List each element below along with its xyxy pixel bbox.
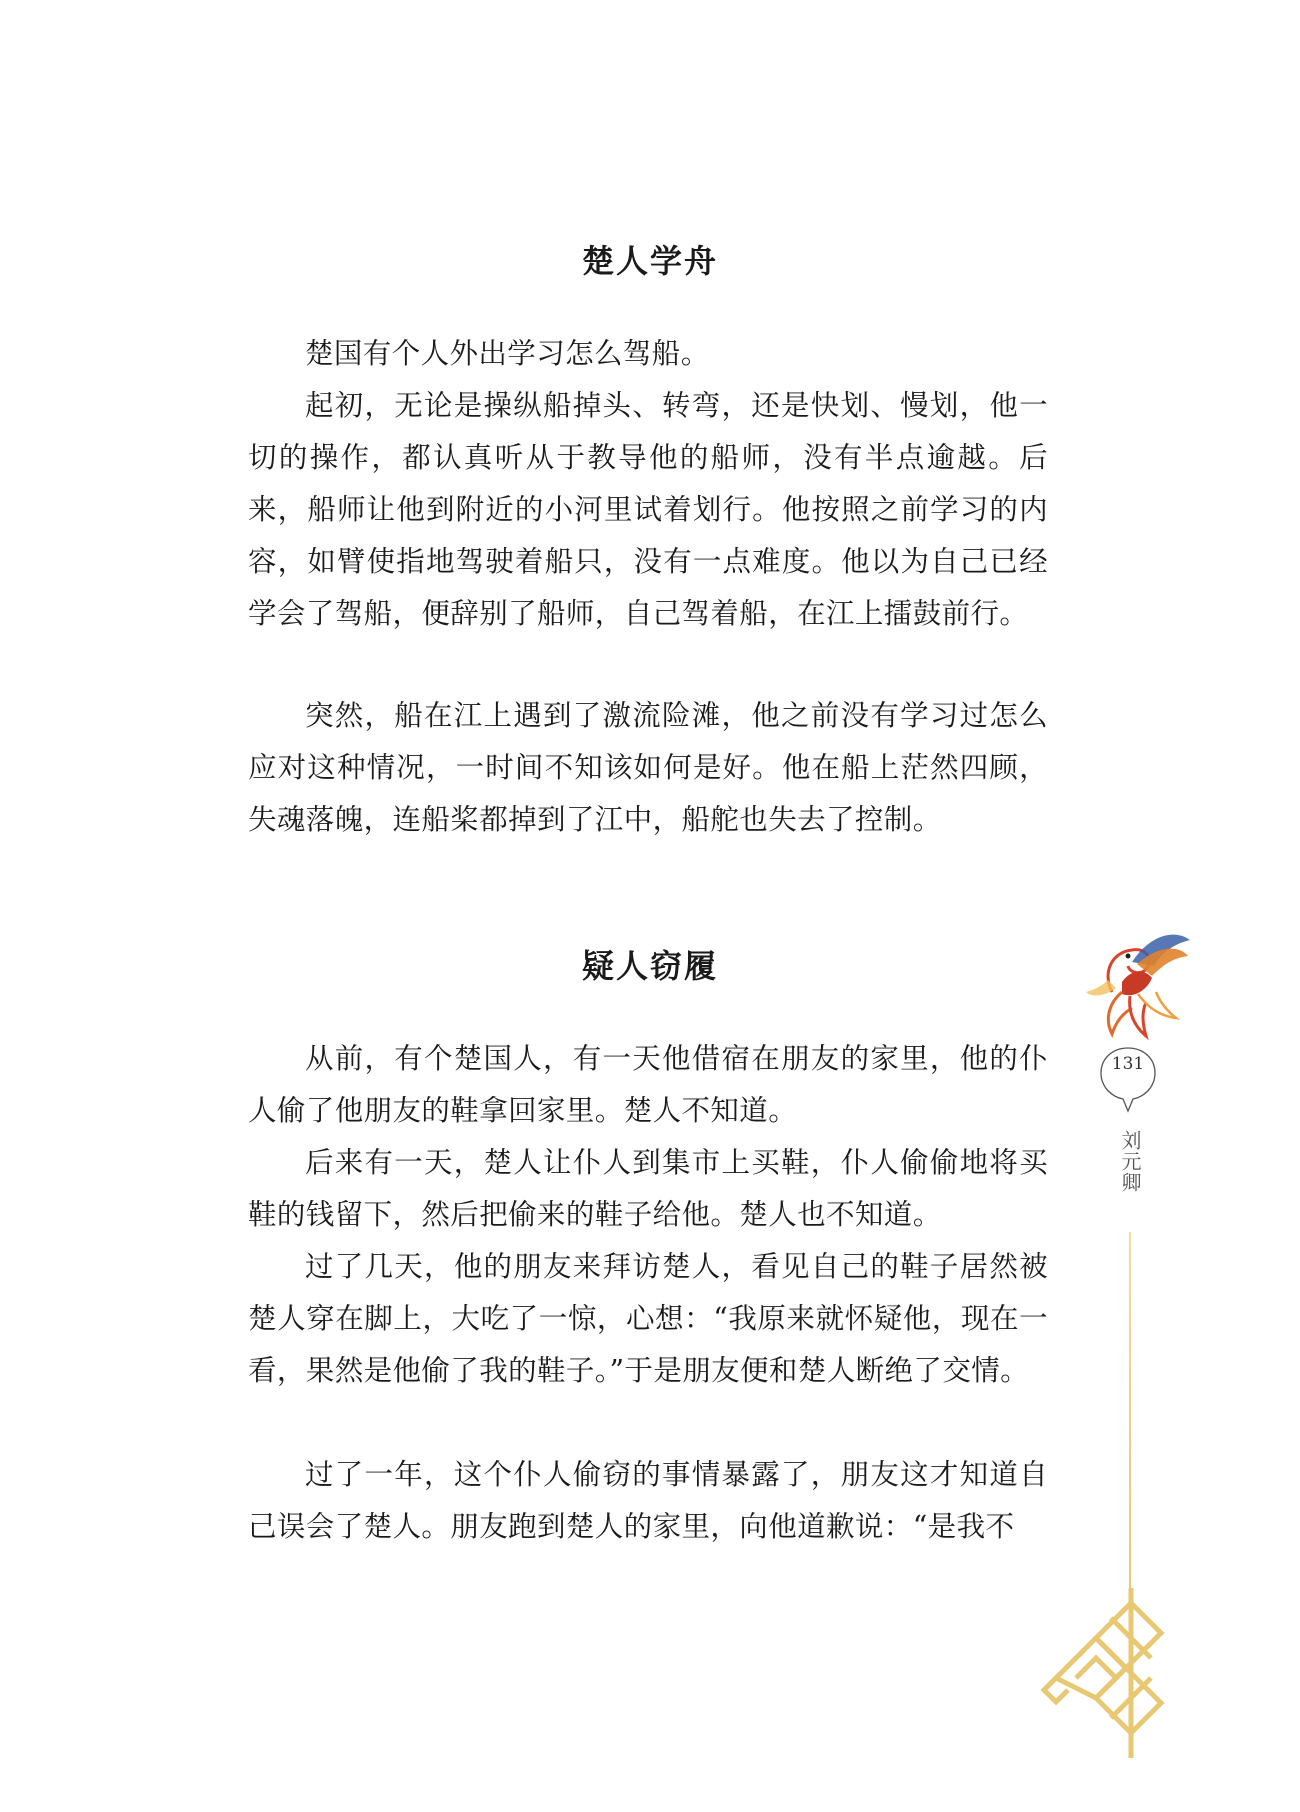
- paragraph: 过了一年，这个仆人偷窃的事情暴露了，朋友这才知道自己误会了楚人。朋友跑到楚人的家里，向他道歉说：“是我不: [248, 1458, 1048, 1543]
- knot-ornament-icon: [1036, 1578, 1166, 1768]
- phoenix-icon: [1082, 922, 1192, 1044]
- section-title-2: 疑人窃履: [581, 947, 718, 985]
- paragraph: 从前，有个楚国人，有一天他借宿在朋友的家里，他的仆人偷了他朋友的鞋拿回家里。楚人不知道。: [248, 1042, 1048, 1127]
- margin-divider: [1129, 1232, 1131, 1592]
- page-number: 131: [1111, 1054, 1145, 1074]
- author-name: 刘元卿: [1118, 1130, 1142, 1193]
- paragraph: 起初，无论是操纵船掉头、转弯，还是快划、慢划，他一切的操作，都认真听从于教导他的船师，没有半点逾越。后来，船师让他到附近的小河里试着划行。他按照之前学习的内容，如臂使指地驾驶着船只，没有一点难度。他以为自己已经学会了驾船，便辞别了船师，自己驾着船，在江上擂鼓前行。: [248, 389, 1048, 630]
- paragraph: 过了几天，他的朋友来拜访楚人，看见自己的鞋子居然被楚人穿在脚上，大吃了一惊，心想：“我原来就怀疑他，现在一看，果然是他偷了我的鞋子。”于是朋友便和楚人断绝了交情。: [248, 1250, 1048, 1387]
- paragraph: 楚国有个人外出学习怎么驾船。: [305, 337, 710, 370]
- section-title-1: 楚人学舟: [581, 242, 718, 280]
- paragraph: 后来有一天，楚人让仆人到集市上买鞋，仆人偷偷地将买鞋的钱留下，然后把偷来的鞋子给他。楚人也不知道。: [248, 1146, 1048, 1231]
- paragraph: 突然，船在江上遇到了激流险滩，他之前没有学习过怎么应对这种情况，一时间不知该如何是好。他在船上茫然四顾，失魂落魄，连船桨都掉到了江中，船舵也失去了控制。: [248, 699, 1048, 836]
